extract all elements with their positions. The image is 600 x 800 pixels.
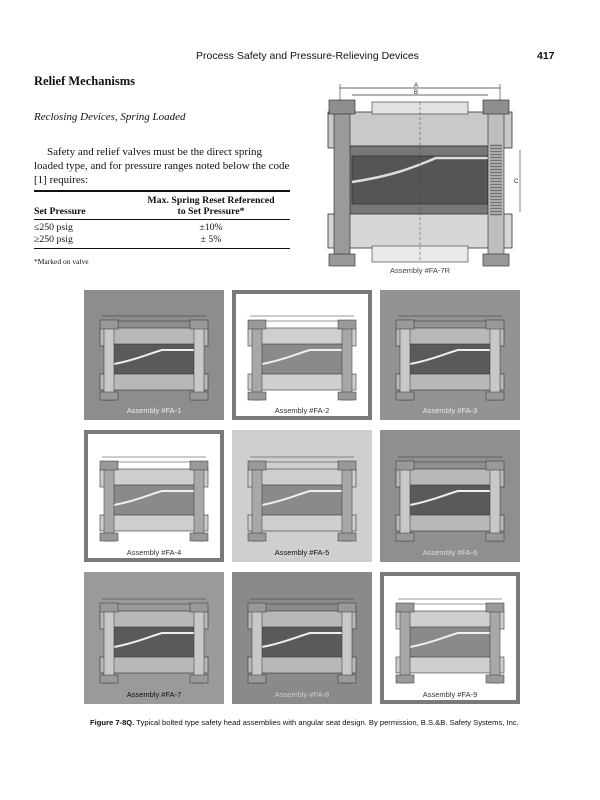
assembly-label: Assembly #FA-2 — [274, 406, 330, 415]
assembly-label: Assembly #FA-5 — [274, 548, 330, 557]
table-bottom-rule — [34, 248, 290, 249]
running-header: Process Safety and Pressure-Relieving Devices — [196, 50, 419, 62]
dimension-label-a: A — [414, 83, 419, 89]
assembly-label: Assembly #FA-1 — [126, 406, 182, 415]
assembly-photo — [380, 290, 520, 420]
assembly-label: Assembly #FA-7 — [126, 690, 182, 699]
figure-caption — [90, 718, 519, 727]
assembly-label: Assembly #FA-4 — [126, 548, 182, 557]
assembly-photo — [380, 572, 520, 704]
assembly-label: Assembly #FA-3 — [422, 406, 478, 415]
assembly-fa-7r-drawing — [312, 78, 528, 278]
assembly-drawing — [84, 430, 224, 562]
figure-caption-text: Typical bolted type safety head assemblies with angular seat design. By permission, B.S.&B. Safety Systems, Inc. — [136, 718, 519, 727]
table-row — [34, 222, 290, 234]
section-title: Relief Mechanisms — [34, 74, 136, 88]
cell-set-pressure: ≤250 psig — [34, 222, 73, 233]
subsection-title: Reclosing Devices, Spring Loaded — [34, 111, 186, 123]
dimension-label-c: C — [514, 179, 519, 185]
figure-number: Figure 7-8Q. — [90, 718, 135, 727]
cell-set-pressure: ≥250 psig — [34, 234, 73, 245]
assembly-photo — [84, 430, 224, 562]
assembly-label: Assembly #FA-6 — [422, 548, 478, 557]
dimension-label-b: B — [414, 90, 419, 96]
page-number: 417 — [537, 50, 555, 62]
column-header-line-1: Max. Spring Reset Referenced — [147, 195, 275, 206]
column-header-spring-reset — [132, 195, 290, 217]
assembly-photo — [380, 430, 520, 562]
assembly-drawing — [380, 430, 520, 562]
assembly-drawing — [84, 290, 224, 420]
assembly-photo — [84, 572, 224, 704]
column-header-set-pressure: Set Pressure — [34, 206, 86, 217]
cell-reset: ±10% — [199, 222, 223, 233]
assembly-fa-7r-figure — [312, 78, 528, 278]
assembly-fa-7r-label: Assembly #FA-7R — [389, 266, 451, 275]
cell-reset: ± 5% — [200, 234, 222, 245]
assembly-drawing — [232, 572, 372, 704]
assembly-photo — [232, 290, 372, 420]
column-header-line-2: to Set Pressure* — [177, 206, 245, 217]
assembly-photo — [232, 430, 372, 562]
body-paragraph: Safety and relief valves must be the direct spring loaded type, and for pressure ranges noted below the code [1] requires: — [34, 146, 290, 186]
assembly-drawing — [84, 572, 224, 704]
spring-reset-table — [34, 190, 290, 266]
table-footnote: *Marked on valve — [34, 257, 89, 266]
assembly-drawing — [232, 430, 372, 562]
table-header-row — [34, 192, 290, 219]
assembly-drawing — [380, 290, 520, 420]
assembly-drawing — [380, 572, 520, 704]
table-row — [34, 234, 290, 246]
assembly-photo — [232, 572, 372, 704]
assembly-label: Assembly #FA-9 — [422, 690, 478, 699]
assembly-drawing — [232, 290, 372, 420]
assembly-label: Assembly #FA-8 — [274, 690, 330, 699]
assembly-photo — [84, 290, 224, 420]
